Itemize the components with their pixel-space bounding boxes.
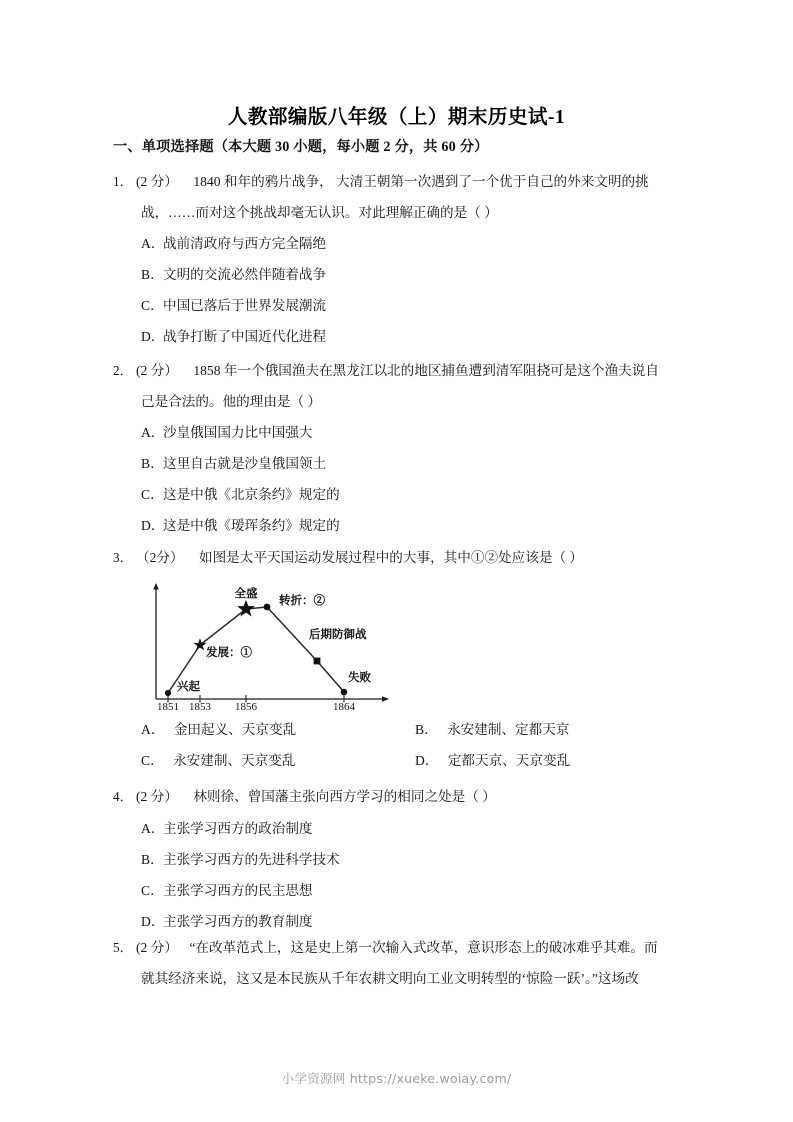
- section-heading-multiple-choice: 一、单项选择题（本大题 30 小题，每小题 2 分，共 60 分）: [113, 139, 489, 155]
- question-2: [0, 356, 793, 541]
- question-4-option-d-letter: D．: [141, 913, 165, 929]
- page-title: 人教部编版八年级（上）期末历史试-1: [227, 107, 566, 128]
- question-3-option-a-letter: A．: [141, 722, 165, 737]
- question-3-number: 3．: [113, 550, 133, 565]
- question-2-option-c-letter: C．: [141, 487, 164, 502]
- question-4-option-a[interactable]: [0, 813, 793, 844]
- svg-text:1864: 1864: [333, 701, 355, 713]
- question-1-stem-line-1: 1840 和年的鸦片战争， 大清王朝第一次遇到了一个优于自己的外来文明的挑: [193, 174, 649, 189]
- question-5-stem-line-1: “在改革范式上，这是史上第一次输入式改革，意识形态上的破冰难乎其难。而: [189, 940, 658, 955]
- question-2-option-a[interactable]: [0, 417, 793, 448]
- question-4-option-c-text: 主张学习西方的民主思想: [163, 882, 313, 898]
- question-4: [0, 782, 793, 937]
- svg-text:兴起: 兴起: [177, 681, 200, 693]
- question-1-option-a-letter: A．: [141, 236, 165, 251]
- question-1-stem-line-2: 战，……而对这个挑战却毫无认识。对此理解正确的是（ ）: [141, 204, 498, 220]
- question-1-stem: [0, 167, 793, 198]
- svg-text:后期防御战: 后期防御战: [309, 629, 367, 641]
- question-3-option-row-1: [0, 714, 793, 745]
- question-5: [0, 933, 793, 994]
- question-1-option-d[interactable]: [0, 321, 793, 352]
- question-1-points: (2 分）: [136, 174, 178, 189]
- svg-text:1851: 1851: [157, 701, 179, 713]
- question-1-option-c-letter: C．: [141, 298, 164, 313]
- question-3-option-d-letter: D．: [415, 753, 439, 768]
- question-4-option-b-text: 主张学习西方的先进科学技术: [163, 851, 340, 867]
- taiping-movement-line-chart: [148, 581, 396, 713]
- question-2-option-b-letter: B．: [141, 456, 164, 471]
- question-1-option-c-text: 中国已落后于世界发展潮流: [163, 298, 327, 313]
- question-3-option-c-letter: C．: [141, 753, 164, 768]
- question-3-option-c-text: 永安建制、天京变乱: [173, 753, 296, 768]
- question-1-option-a-text: 战前清政府与西方完全隔绝: [163, 236, 327, 251]
- question-4-option-b-letter: B．: [141, 851, 164, 867]
- question-1-stem-line-2-wrap: [0, 198, 793, 229]
- question-4-number: 4．: [113, 789, 133, 804]
- footer-watermark: 小学资源网 https://xueke.woiay.com/: [281, 1071, 512, 1086]
- question-5-number: 5．: [113, 940, 133, 955]
- question-2-option-b[interactable]: [0, 448, 793, 479]
- question-4-stem: [0, 782, 793, 813]
- question-4-option-a-text: 主张学习西方的政治制度: [163, 820, 313, 836]
- question-1-option-d-letter: D．: [141, 329, 165, 344]
- question-1-option-b-letter: B．: [141, 267, 164, 282]
- question-3-option-b[interactable]: [415, 714, 569, 745]
- question-1-option-c[interactable]: [0, 290, 793, 321]
- question-1-option-d-text: 战争打断了中国近代化进程: [163, 329, 327, 344]
- svg-text:失败: 失败: [348, 672, 371, 684]
- question-2-points: (2 分）: [136, 363, 178, 378]
- question-5-stem-line-2: 就其经济来说，这又是本民族从千年农耕文明向工业文明转型的‘惊险一跃’。”这场改: [141, 970, 639, 986]
- question-2-number: 2．: [113, 363, 133, 378]
- question-4-stem-line-1: 林则徐、曾国藩主张向西方学习的相同之处是（ ）: [193, 789, 496, 804]
- question-5-stem: [0, 933, 793, 964]
- question-3-option-d-text: 定都天京、天京变乱: [447, 753, 571, 768]
- question-1-option-b[interactable]: [0, 259, 793, 290]
- question-2-option-d[interactable]: [0, 510, 793, 541]
- question-1-option-a[interactable]: [0, 228, 793, 259]
- svg-text:1856: 1856: [235, 701, 257, 713]
- question-4-points: (2 分）: [136, 789, 178, 804]
- svg-text:全盛: 全盛: [234, 588, 258, 600]
- question-3-option-d[interactable]: [415, 745, 570, 776]
- question-1-number: 1．: [113, 174, 133, 189]
- question-1-option-b-text: 文明的交流必然伴随着战争: [163, 267, 327, 282]
- svg-text:发展：①: 发展：①: [206, 647, 252, 659]
- question-5-stem-line-2-wrap: [0, 964, 793, 995]
- question-5-points: (2 分）: [136, 940, 178, 955]
- question-4-option-a-letter: A．: [141, 820, 165, 836]
- svg-text:1853: 1853: [189, 701, 211, 713]
- question-4-option-c-letter: C．: [141, 882, 164, 898]
- question-3-option-a-text: 金田起义、天京变乱: [173, 722, 297, 737]
- question-4-option-d[interactable]: [0, 906, 793, 937]
- question-2-stem-line-2-wrap: [0, 387, 793, 418]
- question-3-stem: [0, 543, 793, 574]
- question-3-option-b-letter: B．: [415, 722, 438, 737]
- question-2-option-d-letter: D．: [141, 518, 165, 533]
- question-2-option-a-text: 沙皇俄国国力比中国强大: [163, 425, 313, 440]
- question-3-points: （2分）: [136, 550, 184, 565]
- question-3-option-c[interactable]: [141, 745, 295, 776]
- question-3: [0, 543, 793, 574]
- question-2-option-b-text: 这里自古就是沙皇俄国领土: [163, 456, 327, 471]
- question-2-option-a-letter: A．: [141, 425, 165, 440]
- question-3-option-row-2: [0, 745, 793, 776]
- question-2-stem-line-1: 1858 年一个俄国渔夫在黑龙江以北的地区捕鱼遭到清军阻挠可是这个渔夫说自: [193, 363, 659, 378]
- question-4-option-b[interactable]: [0, 844, 793, 875]
- question-3-option-b-text: 永安建制、定都天京: [447, 722, 570, 737]
- question-2-stem: [0, 356, 793, 387]
- svg-text:转折：②: 转折：②: [279, 595, 325, 607]
- question-1: [0, 167, 793, 352]
- question-3-option-a[interactable]: [141, 714, 296, 745]
- question-3-stem-line-1: 如图是太平天国运动发展过程中的大事，其中①②处应该是（ ）: [198, 550, 584, 565]
- question-2-option-c[interactable]: [0, 479, 793, 510]
- question-2-option-c-text: 这是中俄《北京条约》规定的: [163, 487, 340, 502]
- question-2-option-d-text: 这是中俄《瑷珲条约》规定的: [163, 518, 340, 533]
- question-3-options: [0, 714, 793, 776]
- question-2-stem-line-2: 己是合法的。他的理由是（ ）: [141, 393, 322, 409]
- question-4-option-d-text: 主张学习西方的教育制度: [163, 913, 313, 929]
- question-4-option-c[interactable]: [0, 875, 793, 906]
